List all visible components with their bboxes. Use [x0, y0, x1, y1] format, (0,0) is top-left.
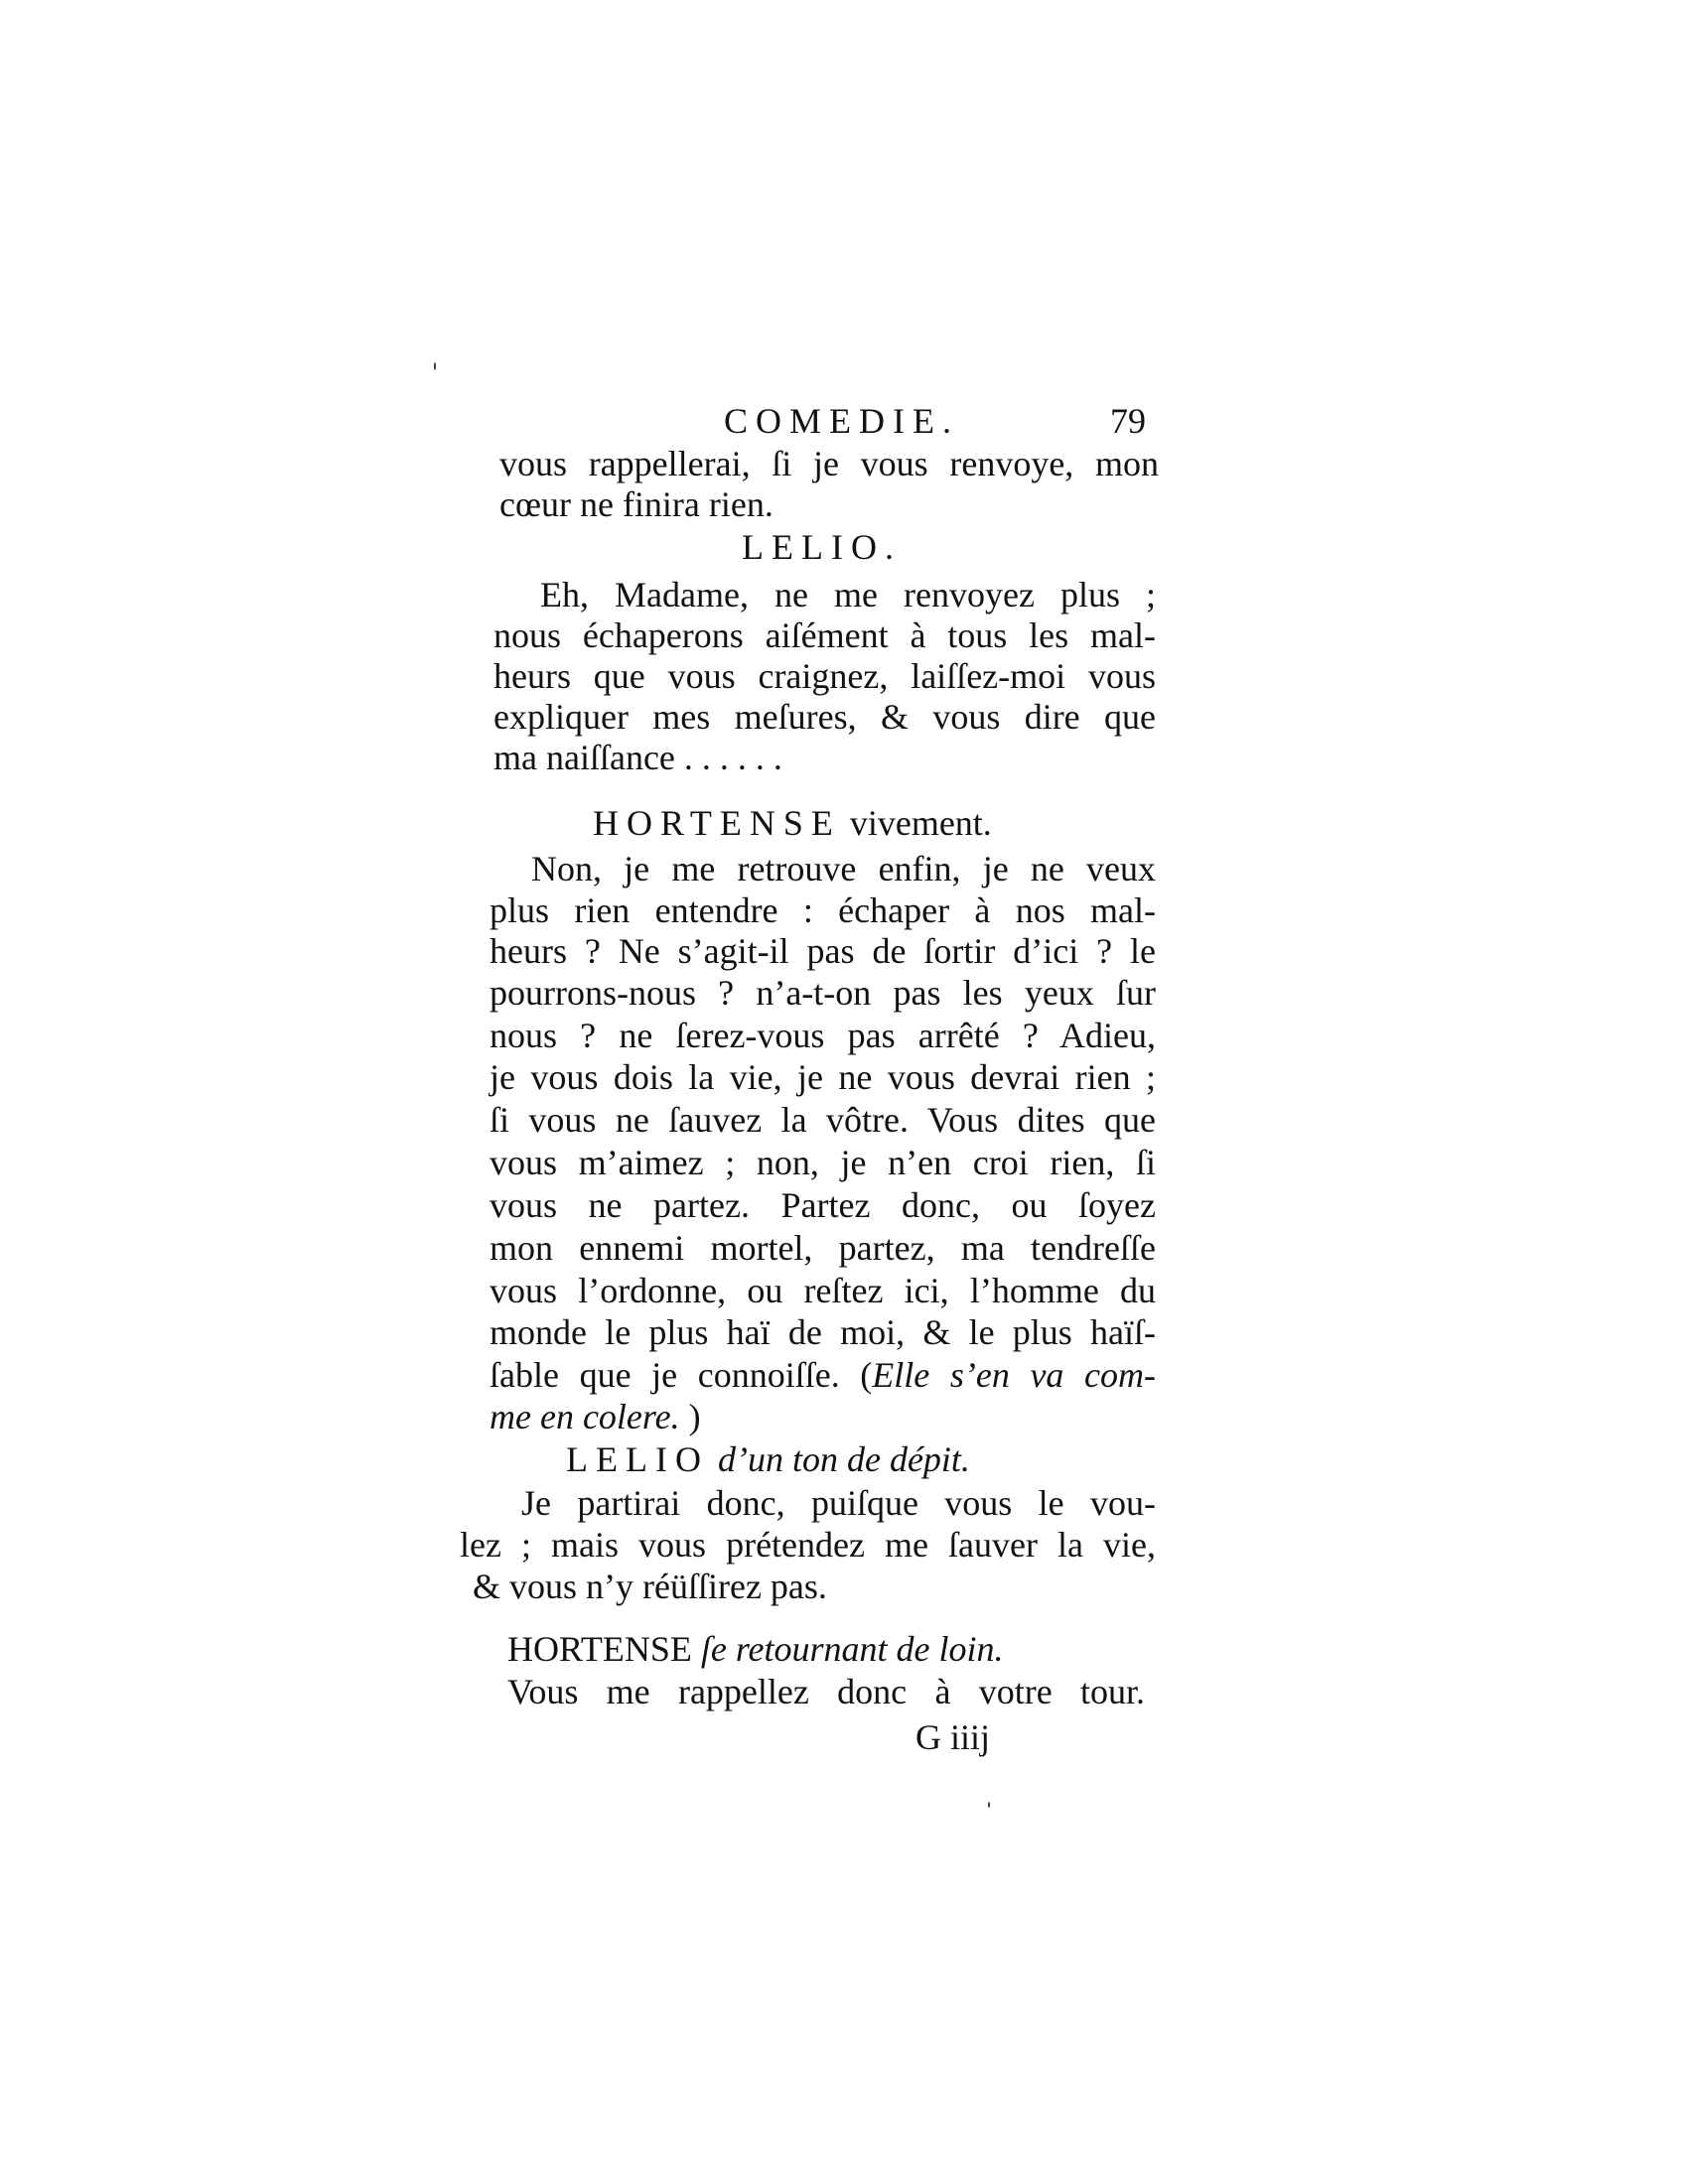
text-line	[493, 696, 1156, 738]
text-line	[499, 443, 1159, 484]
line-text: mon ennemi mortel, partez, ma tendreſſe	[490, 1228, 1156, 1268]
text-line	[507, 1628, 1003, 1670]
text-line	[490, 1354, 1156, 1396]
line-text: nous ? ne ſerez-vous pas arrêté ? Adieu,	[490, 1016, 1156, 1055]
text-line	[493, 614, 1156, 656]
text-line	[490, 930, 1156, 972]
speaker-name: LELIO	[566, 1439, 709, 1479]
line-text: Non, je me retrouve enfin, je ne veux	[531, 849, 1156, 888]
text-line	[521, 1482, 1156, 1524]
line-text: je vous dois la vie, je ne vous devrai rien ;	[490, 1057, 1156, 1097]
line-text: ma naiſſance . . . . . .	[493, 738, 782, 777]
line-text: ſi vous ne ſauvez la vôtre. Vous dites que	[490, 1100, 1156, 1140]
line-text: heurs ? Ne s’agit-il pas de ſortir d’ici ? le	[490, 931, 1156, 971]
text-line	[490, 889, 1156, 931]
speaker-name: HORTENSE	[593, 803, 841, 843]
line-text: cœur ne finira rien.	[499, 484, 774, 524]
text-line	[490, 1142, 1156, 1183]
running-title: COMEDIE.	[724, 401, 959, 441]
line-text: plus rien entendre : échaper à nos mal-	[490, 890, 1156, 930]
specks	[434, 362, 436, 370]
text-line	[490, 972, 1156, 1014]
text-line	[490, 1184, 1156, 1226]
text-line	[490, 1396, 701, 1437]
line-text: lez ; mais vous prétendez me ſauver la vie,	[460, 1525, 1156, 1565]
line-text: vivement.	[840, 803, 992, 843]
text-line	[460, 1524, 1156, 1566]
line-text: ſable que je connoiſſe. (	[490, 1355, 873, 1395]
line-text: vous ne partez. Partez donc, ou ſoyez	[490, 1185, 1156, 1225]
line-text: Je partirai donc, puiſque vous le vou-	[521, 1483, 1156, 1523]
text-line	[531, 848, 1156, 889]
text-line	[742, 526, 902, 568]
line-text: & vous n’y réüſſirez pas.	[473, 1567, 827, 1606]
text-line	[473, 1566, 827, 1607]
text-line	[540, 574, 1156, 615]
text-line	[490, 1227, 1156, 1269]
speaker-name: LELIO.	[742, 527, 902, 567]
specks	[988, 1802, 990, 1808]
line-text: Vous me rappellez donc à votre tour.	[507, 1672, 1145, 1711]
text-line	[490, 1015, 1156, 1056]
line-text: vous rappellerai, ſi je vous renvoye, mon	[499, 444, 1159, 483]
text-line	[490, 1056, 1156, 1098]
line-text: nous échaperons aiſément à tous les mal-	[493, 615, 1156, 655]
line-text: heurs que vous craignez, laiſſez-moi vous	[493, 656, 1156, 696]
text-line	[493, 655, 1156, 697]
text-line	[490, 1270, 1156, 1311]
text-line	[490, 1099, 1156, 1141]
text-line	[593, 802, 992, 844]
text-line	[490, 1311, 1156, 1353]
line-text: expliquer mes meſures, & vous dire que	[493, 697, 1156, 737]
line-text: Eh, Madame, ne me renvoyez plus ;	[540, 575, 1156, 614]
text-line	[499, 483, 774, 525]
text-line	[493, 737, 782, 778]
text-line	[566, 1438, 970, 1480]
line-text: HORTENSE	[507, 1629, 692, 1669]
stage-direction: ſe retournant de loin.	[691, 1629, 1004, 1669]
text-line	[507, 1671, 1145, 1712]
line-text: vous m’aimez ; non, je n’en croi rien, ſi	[490, 1143, 1156, 1182]
stage-direction: d’un ton de dépit.	[708, 1439, 970, 1479]
page-number: 79	[1110, 401, 1146, 441]
line-text: pourrons-nous ? n’a-t-on pas les yeux ſur	[490, 973, 1156, 1013]
signature-mark: G iiij	[915, 1717, 991, 1757]
stage-direction: Elle s’en va com-	[872, 1355, 1156, 1395]
line-text: vous l’ordonne, ou reſtez ici, l’homme du	[490, 1271, 1156, 1310]
stage-direction: me en colere.	[490, 1397, 680, 1436]
line-text: )	[679, 1397, 701, 1436]
line-text: monde le plus haï de moi, & le plus haïſ-	[490, 1312, 1156, 1352]
